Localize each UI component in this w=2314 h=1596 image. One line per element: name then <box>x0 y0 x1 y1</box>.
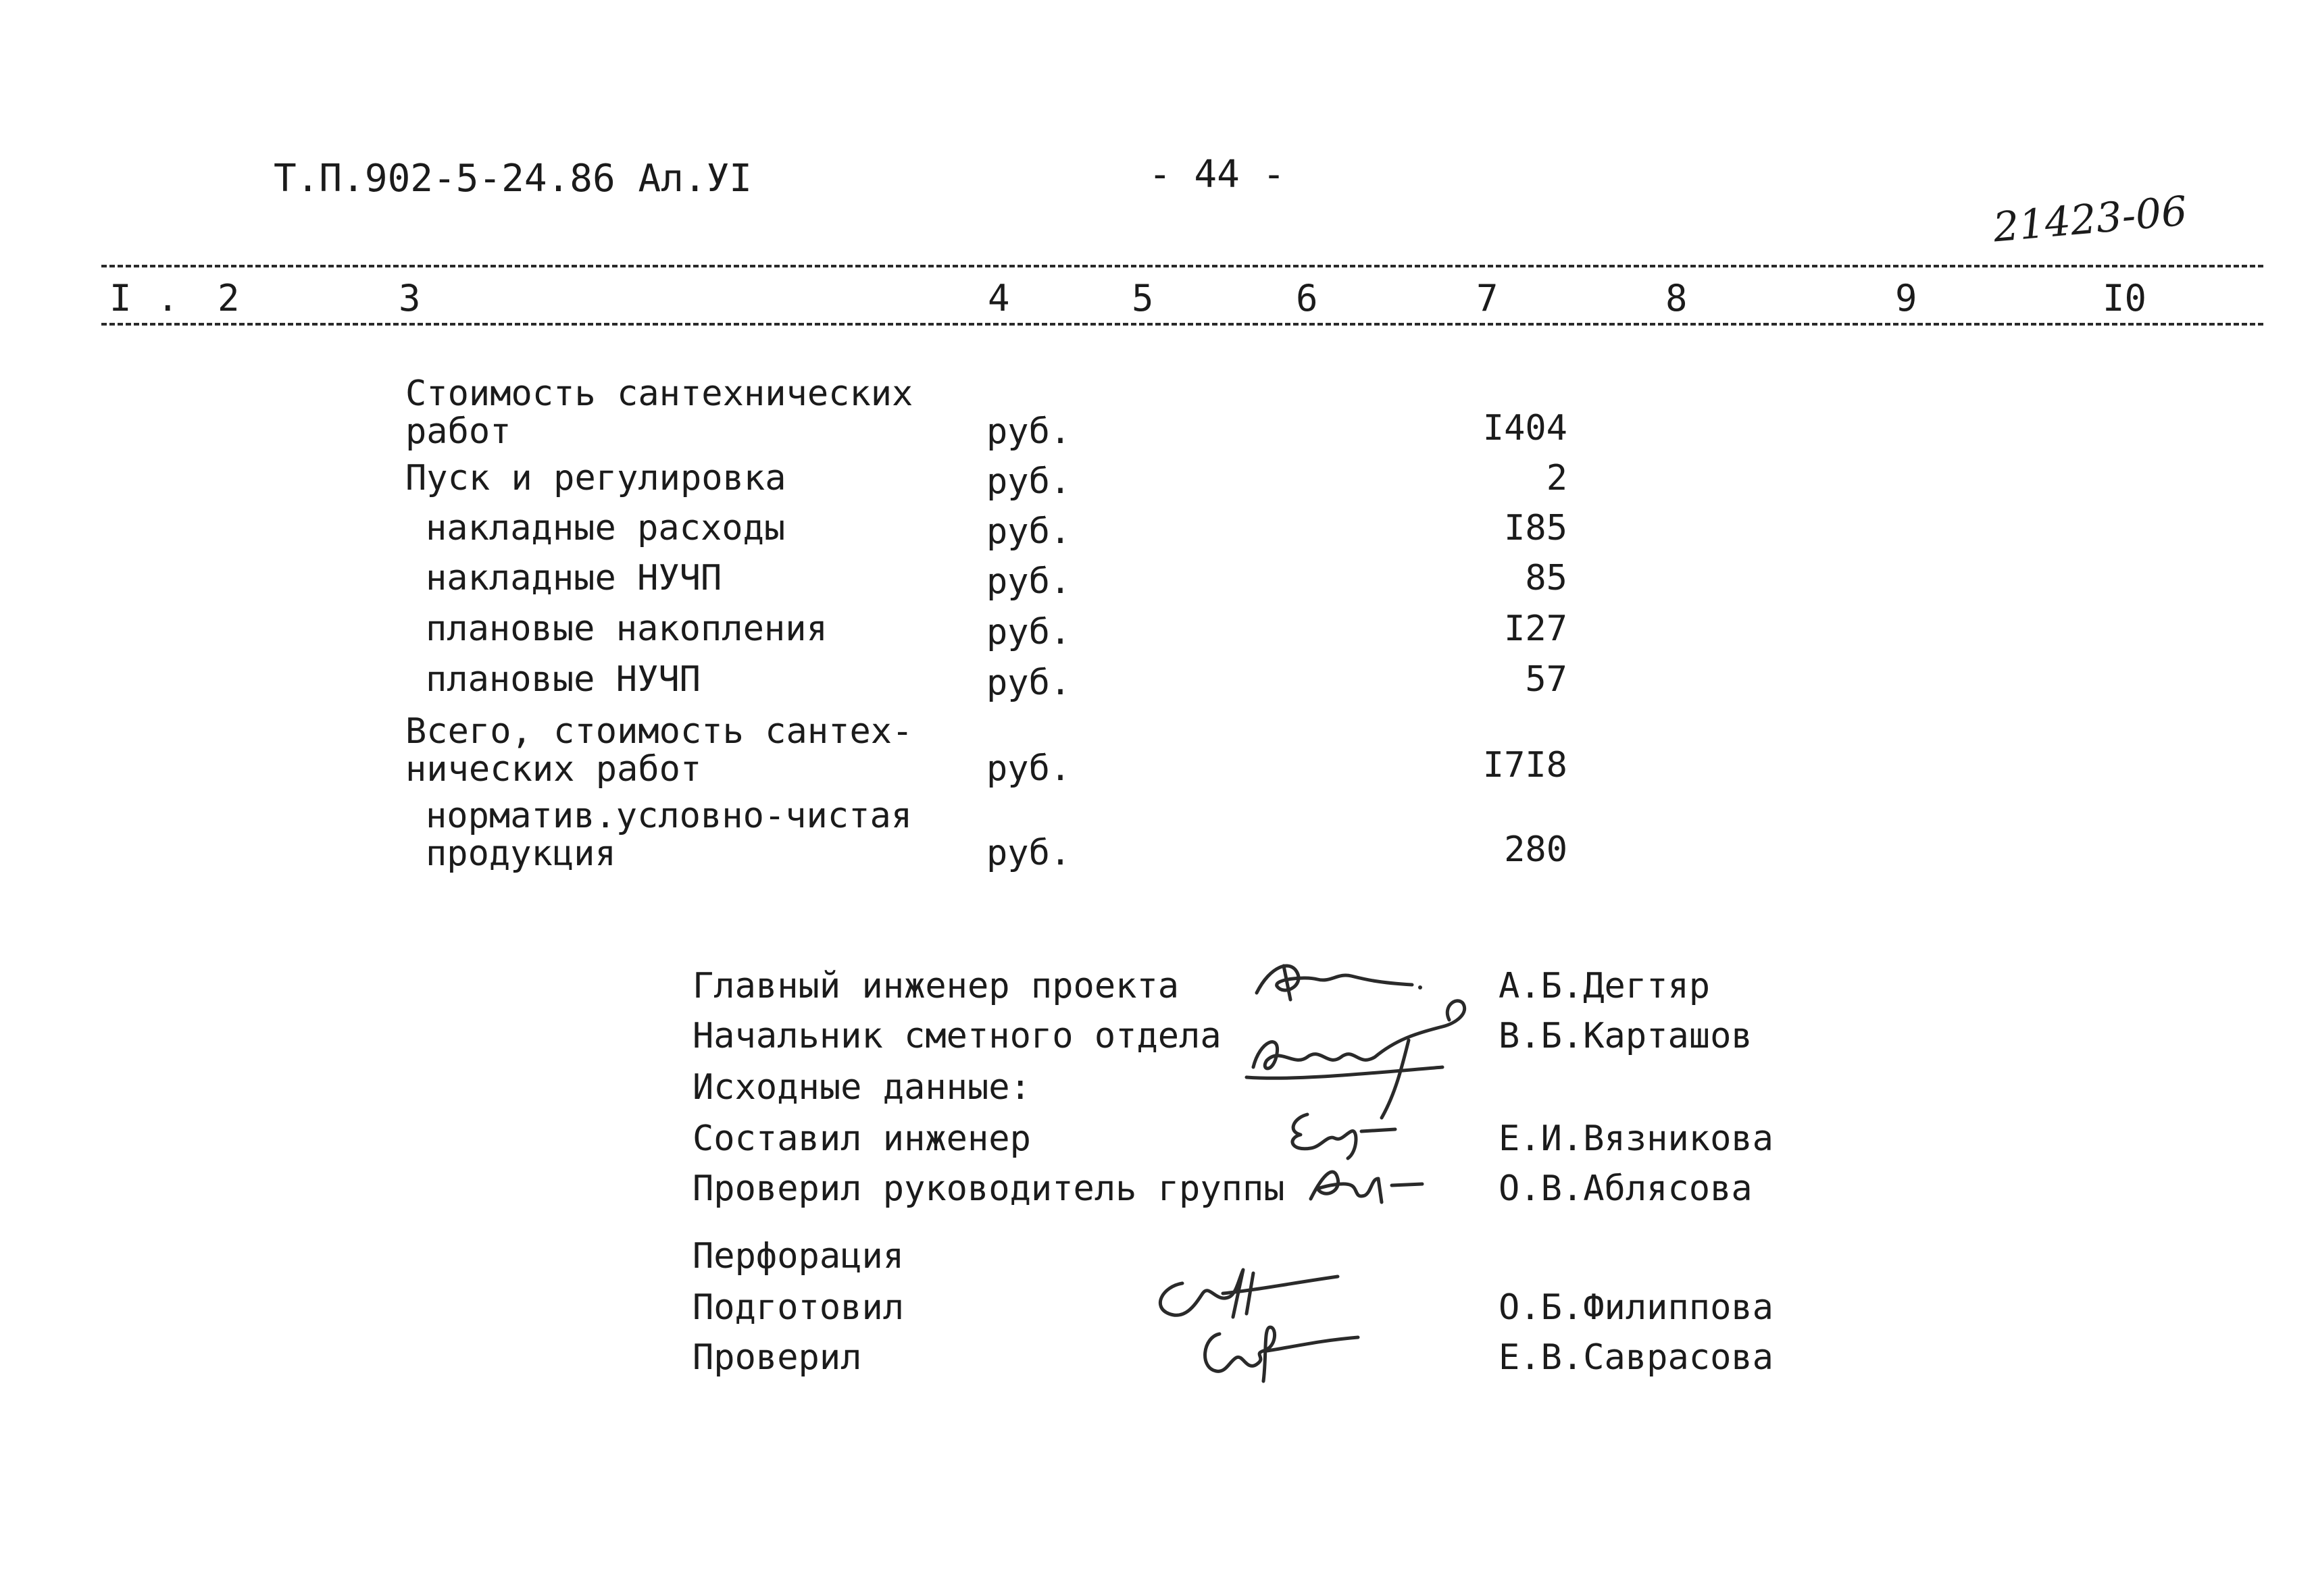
signatory-name: В.Б.Карташов <box>1499 1016 1753 1056</box>
row-unit: руб. <box>986 833 1072 873</box>
row-unit: руб. <box>986 511 1072 552</box>
page-number: - 44 - <box>1149 153 1286 197</box>
row-value: I85 <box>1504 508 1567 548</box>
signatory-name: Е.В.Саврасова <box>1499 1337 1774 1378</box>
row-name-line1: Пуск и регулировка <box>405 458 786 498</box>
row-name-line1: накладные НУЧП <box>426 558 722 598</box>
handwritten-signature <box>1297 1152 1432 1212</box>
signatory-name: А.Б.Дегтяр <box>1499 966 1711 1006</box>
column-number-5: 5 <box>1132 277 1154 319</box>
row-name-line1: Всего, стоимость сантех- <box>405 711 913 752</box>
signature-role: Проверил руководитель группы <box>693 1168 1285 1209</box>
row-value: I27 <box>1504 609 1567 649</box>
table-row <box>405 375 913 451</box>
column-number-4: 4 <box>988 277 1010 319</box>
column-number-6: 6 <box>1296 277 1318 319</box>
row-value: I7I8 <box>1482 745 1567 786</box>
row-name-line1: плановые накопления <box>426 609 828 649</box>
column-number-9: 9 <box>1895 277 1917 319</box>
row-value: 57 <box>1525 659 1567 700</box>
signature-role: Подготовил <box>693 1287 905 1328</box>
row-unit: руб. <box>986 612 1072 652</box>
signature-role: Проверил <box>693 1337 862 1378</box>
row-name-line1: норматив.условно-чистая <box>426 796 913 836</box>
signature-role: Исходные данные: <box>693 1067 1031 1108</box>
table-row <box>405 713 913 788</box>
row-unit: руб. <box>986 461 1072 502</box>
row-unit: руб. <box>986 748 1072 789</box>
column-separator: . <box>157 277 179 319</box>
row-name-line1: плановые НУЧП <box>426 659 701 700</box>
column-number-8: 8 <box>1665 277 1688 319</box>
column-number-3: 3 <box>399 277 421 319</box>
row-name-line2: нических работ <box>405 749 702 790</box>
row-unit: руб. <box>986 411 1072 452</box>
row-unit: руб. <box>986 561 1072 602</box>
signatory-name: О.Б.Филиппова <box>1499 1287 1774 1328</box>
row-value: 2 <box>1546 458 1567 498</box>
signatory-name: О.В.Аблясова <box>1499 1168 1753 1209</box>
row-value: I404 <box>1482 408 1567 448</box>
document-code: Т.П.902-5-24.86 Ал.УI <box>274 157 753 201</box>
row-name-line2: продукция <box>426 833 616 874</box>
column-number-1: I <box>109 277 132 319</box>
header-rule-bottom <box>101 323 2263 326</box>
archive-stamp-number: 21423-06 <box>1991 187 2190 252</box>
row-name-line1: накладные расходы <box>426 508 786 548</box>
row-name-line2: работ <box>405 411 511 452</box>
header-rule-top <box>101 265 2263 267</box>
signature-role: Перфорация <box>693 1236 905 1277</box>
column-number-10: I0 <box>2103 277 2147 319</box>
column-number-2: 2 <box>218 277 240 319</box>
row-name-line1: Стоимость сантехнических <box>405 374 913 414</box>
signatory-name: Е.И.Вязникова <box>1499 1118 1774 1159</box>
row-value: 280 <box>1504 829 1567 870</box>
row-value: 85 <box>1525 558 1567 598</box>
table-row <box>426 797 912 873</box>
signature-role: Начальник сметного отдела <box>693 1016 1222 1056</box>
signature-role: Составил инженер <box>693 1118 1031 1159</box>
handwritten-signature <box>1189 1314 1365 1388</box>
row-unit: руб. <box>986 663 1072 703</box>
column-number-7: 7 <box>1476 277 1499 319</box>
signature-role: Главный инженер проекта <box>693 966 1180 1006</box>
